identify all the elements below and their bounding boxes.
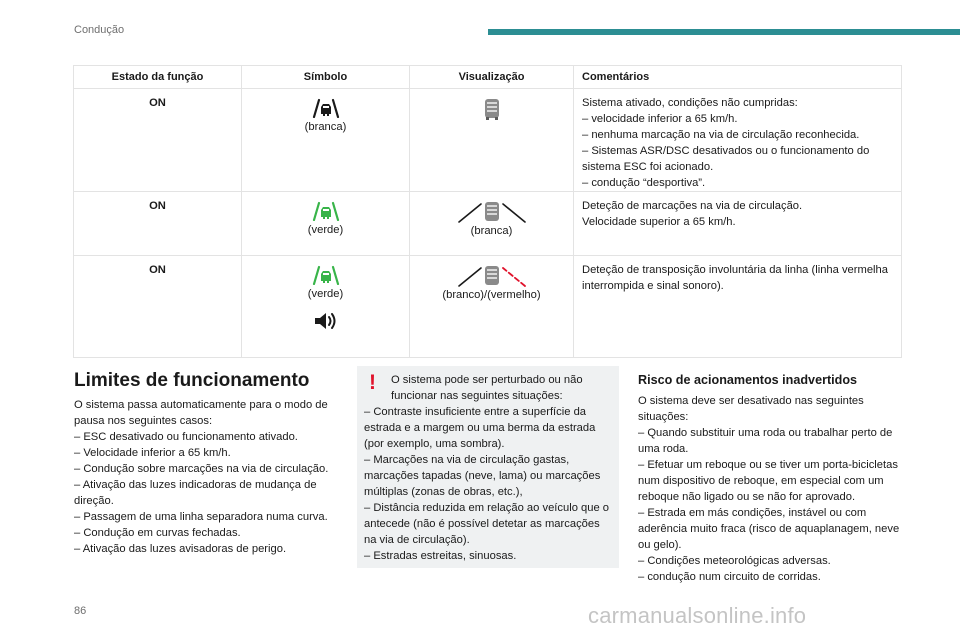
- display-caption: (branca): [470, 225, 513, 237]
- comments-cell: [574, 192, 902, 256]
- limits-section: [74, 368, 336, 557]
- list-item: – Estradas estreitas, sinuosas.: [364, 550, 517, 562]
- header-comments: Comentários: [574, 66, 902, 89]
- list-item: – Marcações na via de circulação gastas, marcações tapadas (neve, lama) ou marcações múltiplas (zonas de obras, etc.),: [364, 454, 601, 498]
- car-rear-lanes-red-icon: [457, 265, 527, 287]
- watermark: carmanualsonline.info: [588, 603, 807, 628]
- symbol-caption: (verde): [307, 224, 344, 236]
- list-item: – Quando substituir uma roda ou trabalhar perto de uma roda.: [638, 427, 893, 455]
- list-item: – Ativação das luzes avisadoras de perigo.: [74, 543, 287, 555]
- comment-line: Deteção de marcações na via de circulação.: [582, 200, 803, 212]
- comment-line: Deteção de transposição involuntária da linha (linha vermelha interrompida e sinal sonoro).: [582, 264, 888, 292]
- symbol-caption: (verde): [307, 288, 344, 300]
- risk-section: [638, 371, 903, 585]
- display-caption: (branco)/(vermelho): [442, 289, 541, 301]
- risk-intro: O sistema deve ser desativado nas seguintes situações:: [638, 395, 864, 423]
- list-item: – Contraste insuficiente entre a superfície da estrada e a margem ou uma berma da estrada (por exemplo, uma sombra).: [364, 406, 596, 450]
- function-table: [73, 65, 902, 358]
- list-item: – Velocidade inferior a 65 km/h.: [74, 447, 231, 459]
- symbol-caption: (branca): [304, 121, 347, 133]
- list-item: – Estrada em más condições, instável ou com aderência muito fraca (risco de aquaplanagem, neve ou gelo).: [638, 507, 900, 551]
- list-item: – Condução sobre marcações na via de circulação.: [74, 463, 329, 475]
- header-accent-bar: [488, 29, 960, 35]
- list-item: – Passagem de uma linha separadora numa curva.: [74, 511, 328, 523]
- list-item: – Efetuar um reboque ou se tiver um porta-bicicletas num dispositivo de reboque, em especial com um reboque não ligado ou se não for aprovado.: [638, 459, 898, 503]
- list-item: – ESC desativado ou funcionamento ativado.: [74, 431, 298, 443]
- state-cell: ON: [74, 256, 242, 358]
- comment-line: Sistema ativado, condições não cumpridas:: [582, 97, 798, 109]
- state-cell: ON: [74, 192, 242, 256]
- lane-car-icon-white: [311, 98, 341, 118]
- warning-box: [357, 366, 619, 568]
- comment-line: – nenhuma marcação na via de circulação reconhecida.: [582, 129, 860, 141]
- lane-car-icon-green: [311, 265, 341, 285]
- limits-intro: O sistema passa automaticamente para o modo de pausa nos seguintes casos:: [74, 399, 328, 427]
- header-display: Visualização: [410, 66, 574, 89]
- symbol-cell: [242, 256, 410, 358]
- page-number: 86: [74, 605, 87, 617]
- list-item: – Ativação das luzes indicadoras de mudança de direção.: [74, 479, 317, 507]
- display-cell: [410, 256, 574, 358]
- display-cell: [410, 192, 574, 256]
- comment-line: – condução “desportiva”.: [582, 177, 706, 189]
- limits-title: Limites de funcionamento: [74, 370, 310, 391]
- symbol-cell: [242, 89, 410, 192]
- list-item: – Condições meteorológicas adversas.: [638, 555, 831, 567]
- warning-icon: !: [369, 371, 376, 394]
- warning-intro: O sistema pode ser perturbado ou não funcionar nas seguintes situações:: [391, 374, 583, 402]
- comment-line: – velocidade inferior a 65 km/h.: [582, 113, 738, 125]
- table-header-row: [74, 66, 902, 89]
- section-label: Condução: [74, 24, 125, 36]
- display-cell: [410, 89, 574, 192]
- comments-cell: [574, 89, 902, 192]
- table-row: [74, 256, 902, 358]
- lane-car-icon-green: [311, 201, 341, 221]
- table-row: [74, 192, 902, 256]
- risk-title: Risco de acionamentos inadvertidos: [638, 373, 858, 387]
- speaker-sound-icon: [313, 311, 339, 331]
- comment-line: Velocidade superior a 65 km/h.: [582, 216, 736, 228]
- comments-cell: [574, 256, 902, 358]
- symbol-cell: [242, 192, 410, 256]
- car-rear-lanes-icon: [457, 201, 527, 223]
- state-cell: ON: [74, 89, 242, 192]
- list-item: – condução num circuito de corridas.: [638, 571, 821, 583]
- header-symbol: Símbolo: [242, 66, 410, 89]
- comment-line: – Sistemas ASR/DSC desativados ou o funcionamento do sistema ESC foi acionado.: [582, 145, 870, 173]
- list-item: – Condução em curvas fechadas.: [74, 527, 241, 539]
- list-item: – Distância reduzida em relação ao veículo que o antecede (não é possível detetar as marcações na via de circulação).: [364, 502, 610, 546]
- header-state: Estado da função: [74, 66, 242, 89]
- car-rear-grey-icon: [483, 98, 501, 120]
- table-row: [74, 89, 902, 192]
